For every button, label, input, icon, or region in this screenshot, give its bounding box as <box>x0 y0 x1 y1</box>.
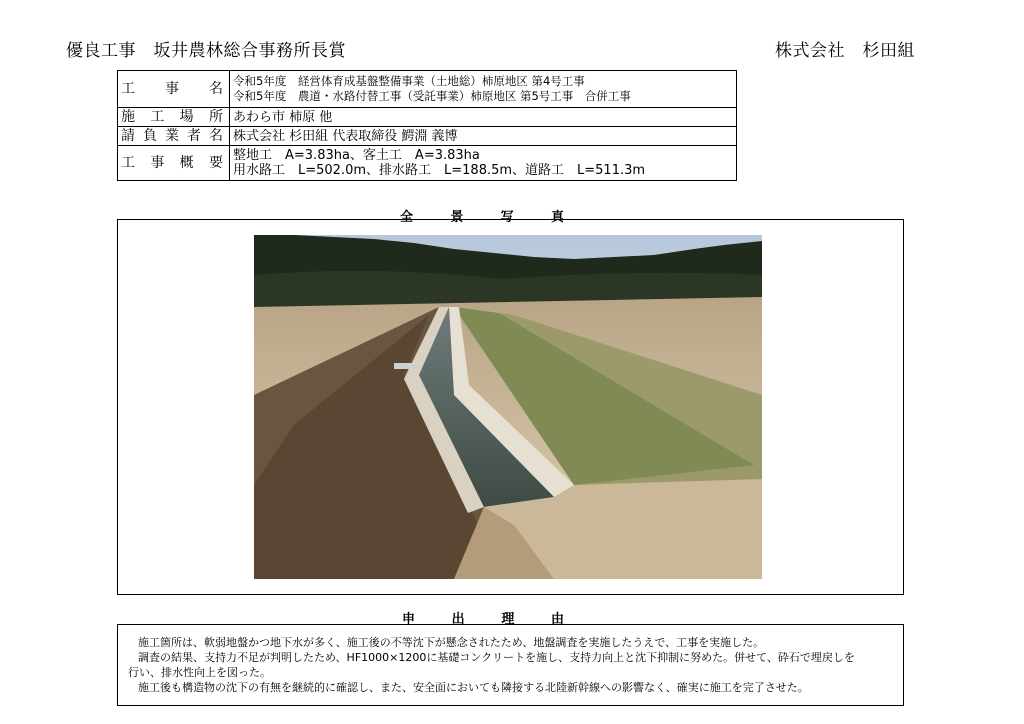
place-row <box>118 108 737 127</box>
award-title: 優良工事 坂井農林総合事務所長賞 <box>66 41 346 61</box>
contractor-value: 株式会社 杉田組 代表取締役 鰐淵 義博 <box>230 127 737 146</box>
label-char: 場 <box>179 108 194 125</box>
title-char: 全 <box>400 210 414 225</box>
label-char: 工 <box>150 108 165 125</box>
label-char: 事 <box>165 80 179 97</box>
title-char: 由 <box>550 612 564 627</box>
summary-line: 整地工 A=3.83ha、客土工 A=3.83ha <box>233 148 480 163</box>
summary-row <box>118 146 737 181</box>
contractor-label <box>118 127 230 146</box>
company-name: 株式会社 杉田組 <box>775 41 915 61</box>
project-name-line: 令和5年度 農道・水路付替工事（受託事業）柿原地区 第5号工事 合併工事 <box>233 89 631 103</box>
place-value: あわら市 柿原 他 <box>230 108 737 127</box>
reason-line: 施工箇所は、軟弱地盤かつ地下水が多く、施工後の不等沈下が懸念されたため、地盤調査を実施したうえで、工事を実施した。 <box>138 636 765 649</box>
label-char: 名 <box>209 127 223 144</box>
reason-line: 調査の結果、支持力不足が判明したため、HF1000×1200に基礎コンクリートを施し、支持力向上と沈下抑制に努めた。併せて、砕石で埋戻しを <box>138 651 855 664</box>
label-char: 事 <box>150 154 165 171</box>
summary-value <box>230 146 737 181</box>
summary-label <box>118 146 230 181</box>
label-char: 請 <box>121 127 135 144</box>
title-char: 真 <box>550 210 564 225</box>
project-name-label <box>118 71 230 108</box>
project-info-table <box>117 70 737 181</box>
label-char: 負 <box>143 127 157 144</box>
project-name-row <box>118 71 737 108</box>
place-label <box>118 108 230 127</box>
label-char: 所 <box>208 108 223 125</box>
label-char: 概 <box>179 154 194 171</box>
label-char: 施 <box>121 108 135 125</box>
title-char: 景 <box>450 210 464 225</box>
label-char: 工 <box>121 154 135 171</box>
label-char: 要 <box>208 154 223 171</box>
title-char: 申 <box>402 612 416 627</box>
site-photo <box>254 235 762 579</box>
label-char: 業 <box>165 127 179 144</box>
title-char: 出 <box>451 612 465 627</box>
project-name-line: 令和5年度 経営体育成基盤整備事業（土地総）柿原地区 第4号工事 <box>233 74 585 88</box>
reason-text-box <box>117 624 904 706</box>
title-char: 写 <box>500 210 514 225</box>
label-char: 名 <box>209 80 223 97</box>
label-char: 工 <box>121 80 135 97</box>
reason-line: 行い、排水性向上を図った。 <box>128 666 271 679</box>
contractor-row <box>118 127 737 146</box>
title-char: 理 <box>501 612 515 627</box>
project-name-value <box>230 71 737 108</box>
label-char: 者 <box>187 127 201 144</box>
summary-line: 用水路工 L=502.0m、排水路工 L=188.5m、道路工 L=511.3m <box>233 163 646 178</box>
reason-line: 施工後も構造物の沈下の有無を継続的に確認し、また、安全面においても隣接する北陸新幹線への影響なく、確実に施工を完了させた。 <box>138 681 809 694</box>
